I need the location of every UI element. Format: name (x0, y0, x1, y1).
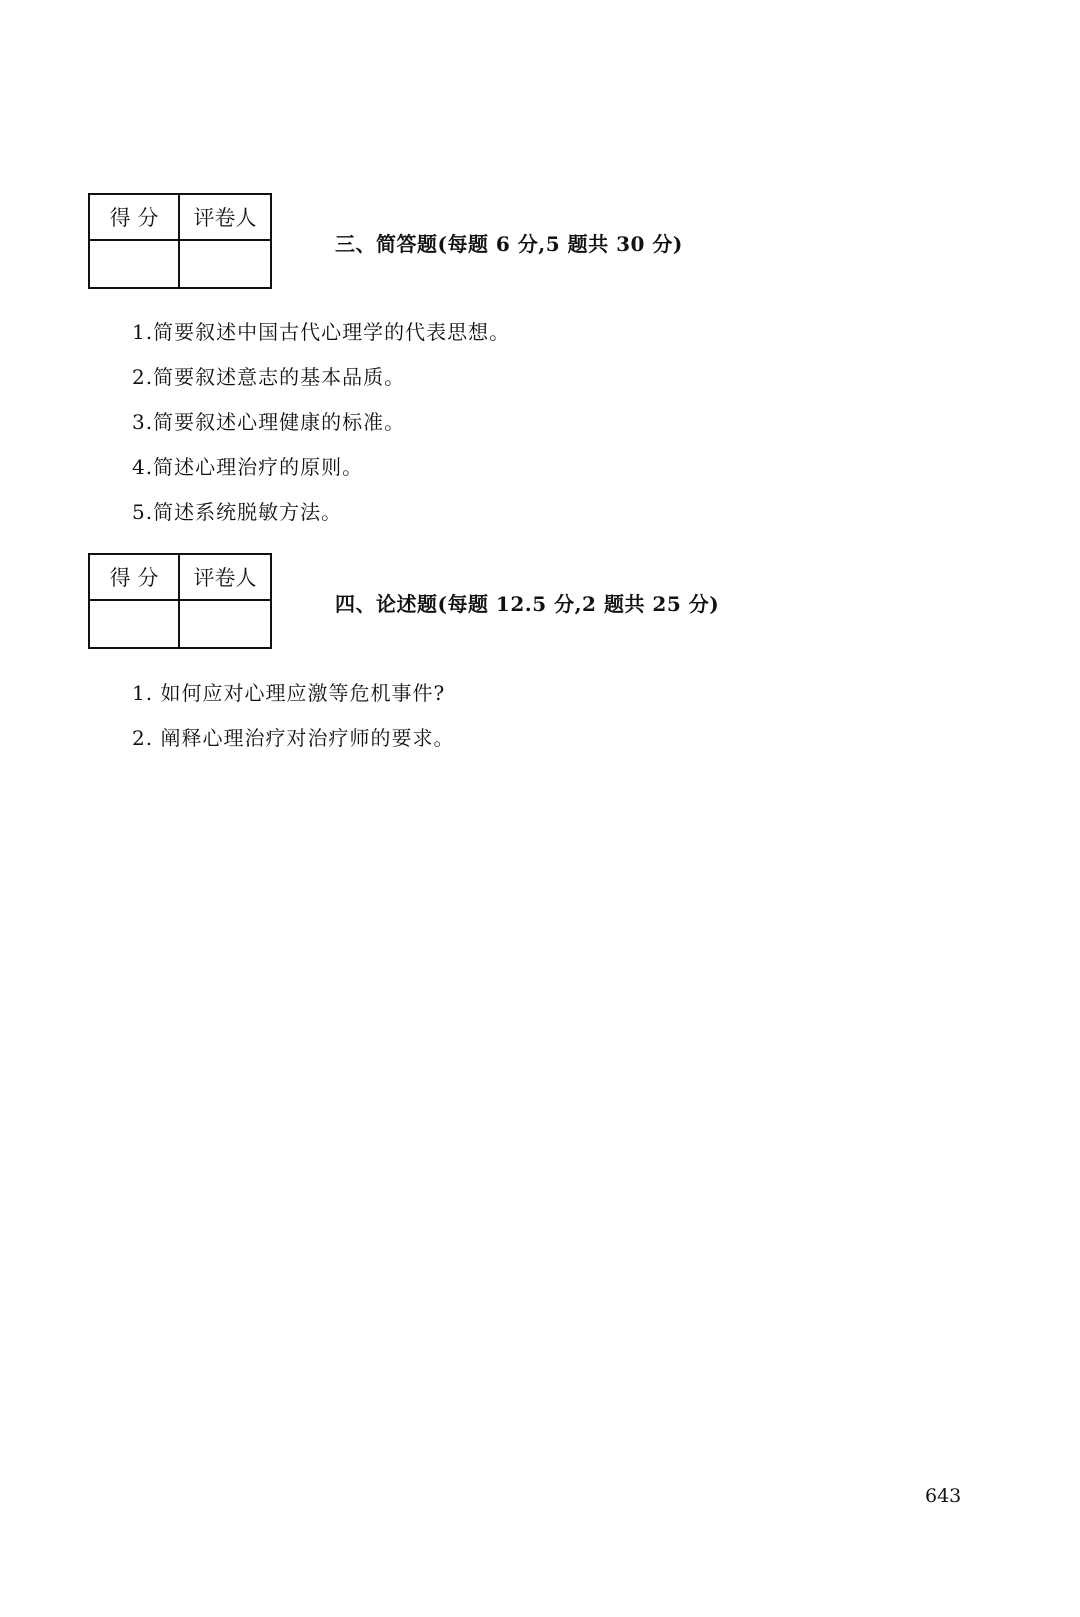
section3-question-2: 2.简要叙述意志的基本品质。 (132, 365, 406, 389)
section4-question-2: 2. 阐释心理治疗对治疗师的要求。 (132, 726, 455, 750)
score-table-section4 (88, 553, 272, 649)
page-number: 643 (925, 1485, 962, 1507)
section3-question-1: 1.简要叙述中国古代心理学的代表思想。 (132, 320, 511, 344)
grader-input-box[interactable] (179, 600, 271, 648)
grader-label: 评卷人 (179, 194, 271, 240)
grader-label: 评卷人 (179, 554, 271, 600)
score-label: 得 分 (89, 554, 179, 600)
grader-input-box[interactable] (179, 240, 271, 288)
score-input-box[interactable] (89, 600, 179, 648)
score-input-box[interactable] (89, 240, 179, 288)
section4-question-1: 1. 如何应对心理应激等危机事件? (132, 681, 446, 705)
section4-title: 四、论述题(每题 12.5 分,2 题共 25 分) (335, 592, 720, 616)
section3-title: 三、简答题(每题 6 分,5 题共 30 分) (335, 232, 683, 256)
score-label: 得 分 (89, 194, 179, 240)
section3-question-3: 3.简要叙述心理健康的标准。 (132, 410, 406, 434)
section3-question-5: 5.简述系统脱敏方法。 (132, 500, 343, 524)
score-table-section3 (88, 193, 272, 289)
section3-question-4: 4.简述心理治疗的原则。 (132, 455, 364, 479)
